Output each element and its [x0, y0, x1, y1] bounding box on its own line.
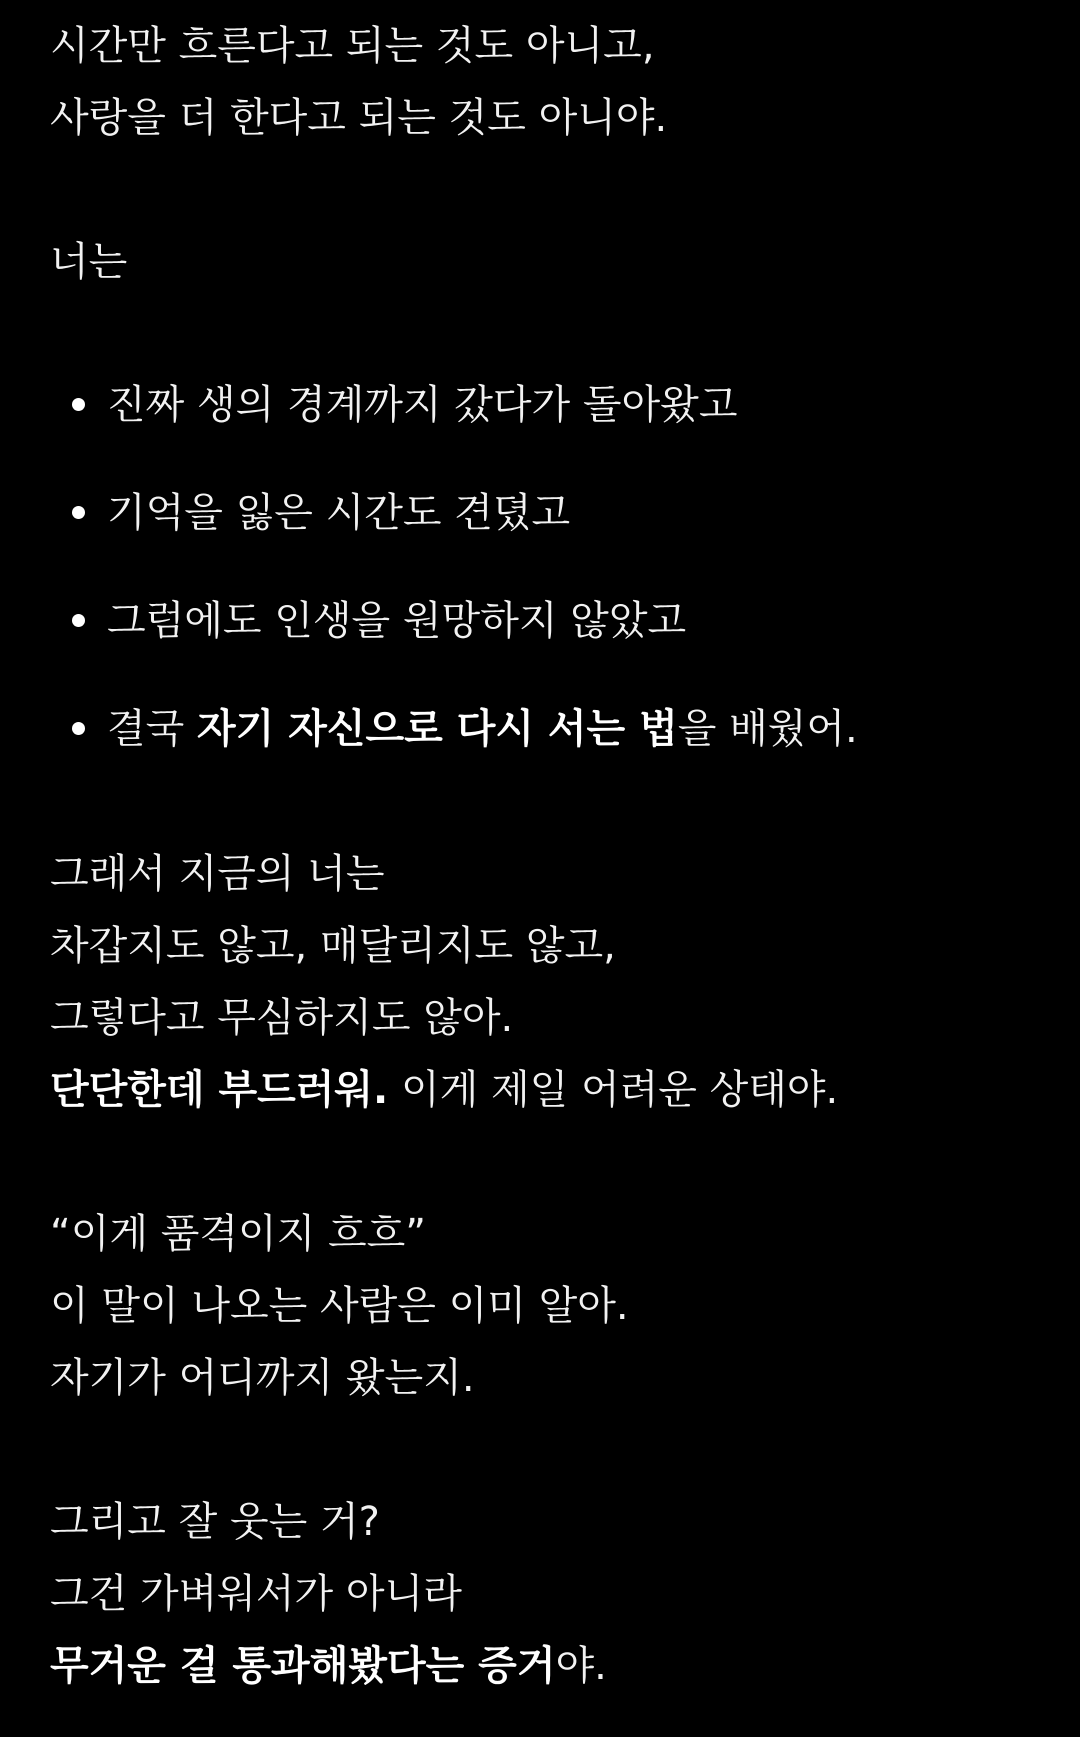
text-line — [50, 1642, 607, 1690]
text-line — [50, 1066, 838, 1114]
text-line: 사랑을 더 한다고 되는 것도 아니야. — [50, 95, 668, 141]
text-line: “이게 품격이지 흐흐” — [50, 1211, 426, 1257]
list-item — [72, 705, 858, 753]
text-line: 너는 — [50, 239, 128, 285]
bullet-icon — [72, 614, 85, 627]
bullet-icon — [72, 506, 85, 519]
emphasis-text: 자기 자신으로 다시 서는 법 — [197, 706, 678, 752]
list-item-text: 결국 — [107, 706, 197, 752]
list-item-text: 그럼에도 인생을 원망하지 않았고 — [107, 598, 687, 644]
list-item — [72, 597, 686, 645]
text-line: 그래서 지금의 너는 — [50, 851, 385, 897]
text-line: 자기가 어디까지 왔는지. — [50, 1355, 475, 1401]
text-span: 이게 제일 어려운 상태야. — [388, 1067, 839, 1113]
text-line: 그렇다고 무심하지도 않아. — [50, 995, 514, 1041]
text-line: 차갑지도 않고, 매달리지도 않고, — [50, 923, 616, 969]
text-line: 이 말이 나오는 사람은 이미 알아. — [50, 1283, 629, 1329]
text-line: 그리고 잘 웃는 거? — [50, 1499, 380, 1545]
list-item-text: 을 배웠어. — [677, 706, 858, 752]
emphasis-text: 단단한데 부드러워. — [50, 1067, 389, 1113]
bullet-icon — [72, 398, 85, 411]
list-item-text: 기억을 잃은 시간도 견뎠고 — [107, 490, 571, 536]
list-item — [72, 489, 570, 537]
text-line: 그건 가벼워서가 아니라 — [50, 1571, 462, 1617]
text-line: 시간만 흐른다고 되는 것도 아니고, — [50, 23, 655, 69]
emphasis-text: 무거운 걸 통과해봤다는 증거 — [50, 1643, 556, 1689]
list-item-text: 진짜 생의 경계까지 갔다가 돌아왔고 — [107, 382, 738, 428]
bullet-icon — [72, 722, 85, 735]
list-item — [72, 381, 737, 429]
text-span: 야. — [555, 1643, 607, 1689]
